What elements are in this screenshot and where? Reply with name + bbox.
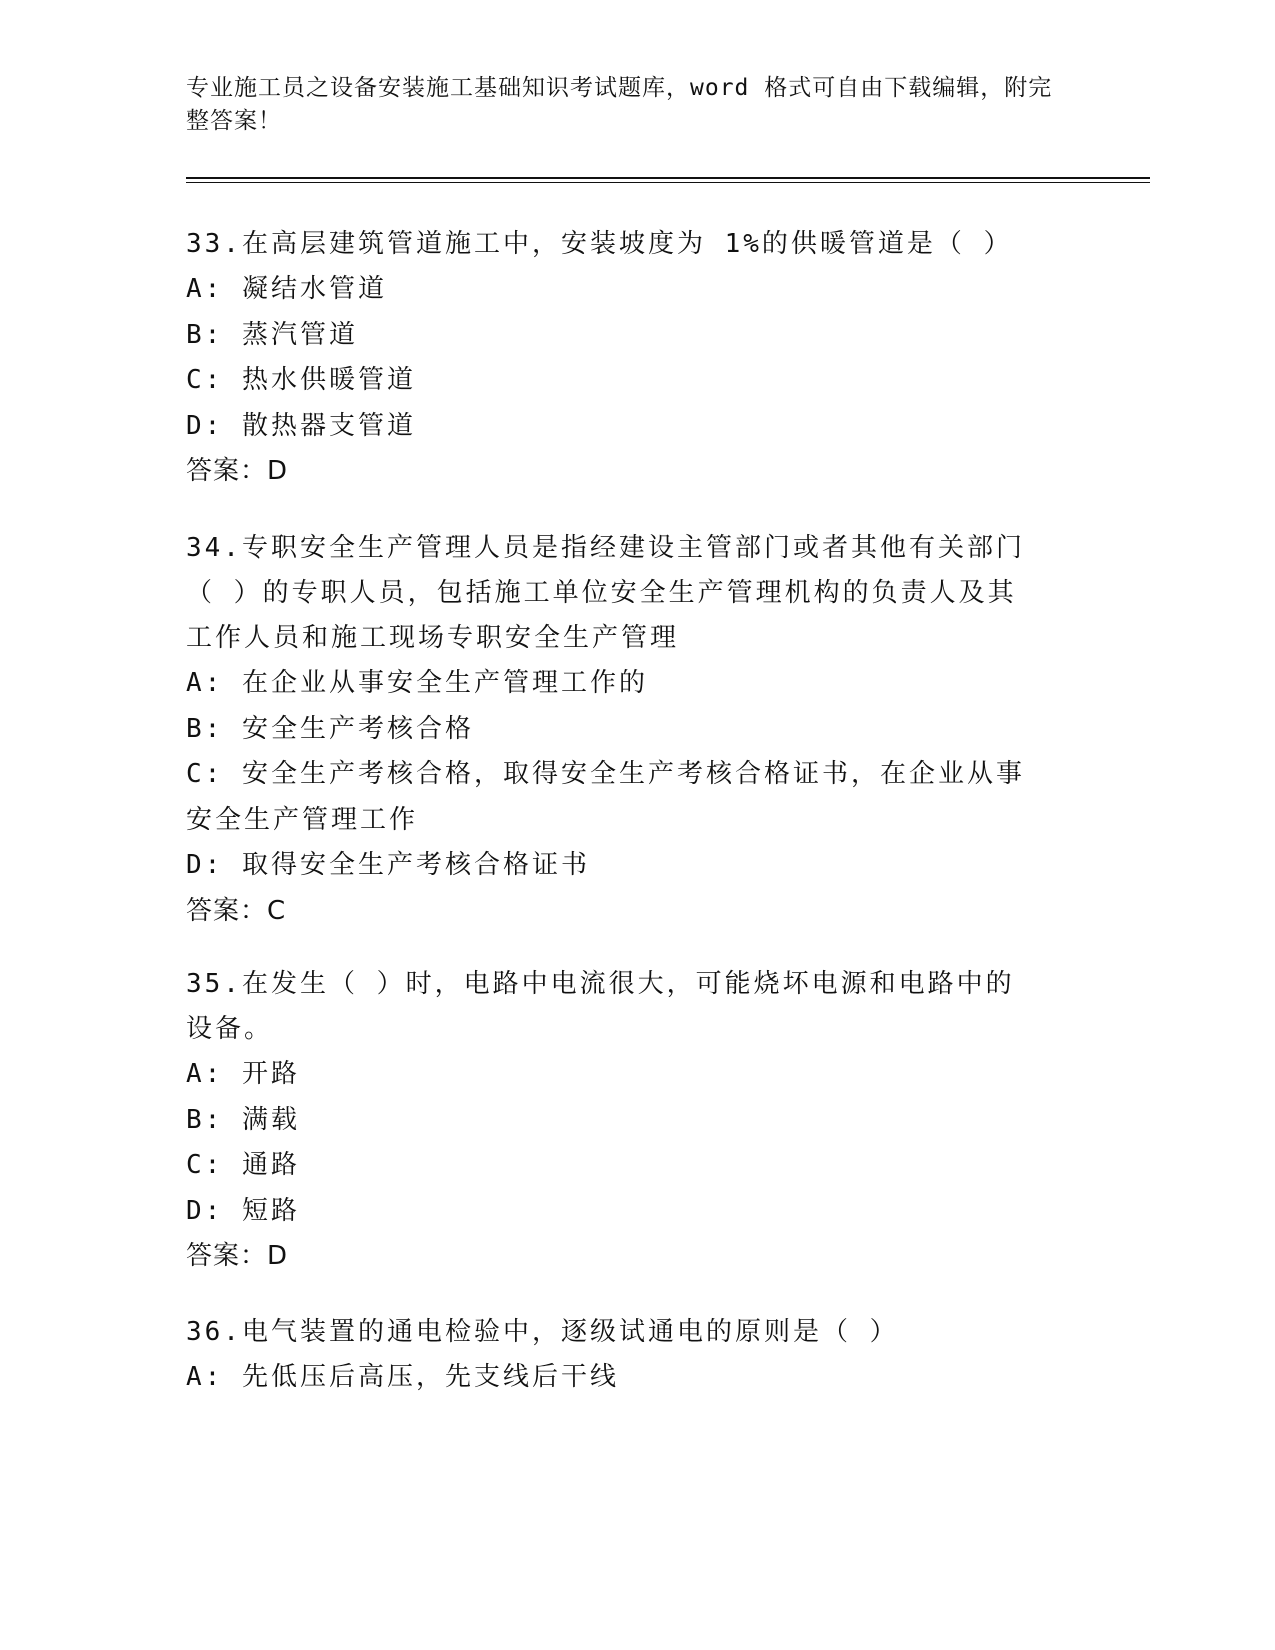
document-header: 专业施工员之设备安装施工基础知识考试题库，word 格式可自由下载编辑，附完整答案！ (186, 75, 1053, 134)
option-a: A: 开路 (186, 1059, 300, 1089)
option-b: B: 蒸汽管道 (186, 319, 358, 350)
option-c: C: 通路 (186, 1150, 300, 1180)
question-stem: 36.电气装置的通电检验中，逐级试通电的原则是（ ） (186, 1317, 899, 1347)
question-stem: 33.在高层建筑管道施工中，安装坡度为 1%的供暖管道是（ ） (186, 229, 1013, 259)
option-a: A: 先低压后高压，先支线后干线 (186, 1362, 619, 1392)
question-33 (186, 222, 1086, 494)
question-stem: 35.在发生（ ）时，电路中电流很大，可能烧坏电源和电路中的设备。 (186, 969, 1015, 1044)
answer: 答案：D (186, 1241, 289, 1271)
option-a: A: 在企业从事安全生产管理工作的 (186, 668, 648, 698)
option-d: D: 短路 (186, 1195, 300, 1226)
answer: 答案：D (186, 456, 289, 486)
option-b: B: 满载 (186, 1104, 300, 1135)
option-a: A: 凝结水管道 (186, 274, 387, 304)
option-d: D: 散热器支管道 (186, 410, 416, 441)
option-d: D: 取得安全生产考核合格证书 (186, 850, 590, 880)
question-35 (186, 962, 1036, 1279)
question-36 (186, 1310, 1086, 1401)
header-rule (186, 177, 1150, 179)
option-c: C: 安全生产考核合格，取得安全生产考核合格证书，在企业从事安全生产管理工作 (186, 759, 1025, 835)
question-34 (186, 526, 1036, 934)
question-stem: 34.专职安全生产管理人员是指经建设主管部门或者其他有关部门（ ）的专职人员，包括施工单位安全生产管理机构的负责人及其工作人员和施工现场专职安全生产管理 (186, 533, 1025, 653)
option-c: C: 热水供暖管道 (186, 365, 416, 395)
header-rule-thin (186, 182, 1150, 183)
option-b: B: 安全生产考核合格 (186, 713, 474, 744)
answer: 答案：C (186, 895, 287, 926)
